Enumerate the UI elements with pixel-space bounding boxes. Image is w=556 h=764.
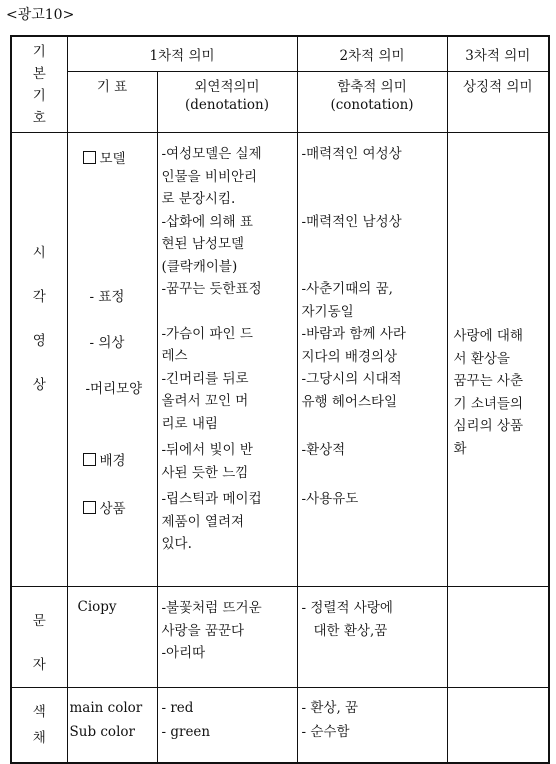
text-label: 문 자: [11, 587, 67, 688]
second-meaning-header: 2차적 의미: [297, 36, 447, 72]
basic-sign-header: 기 본 기 호: [11, 36, 67, 133]
visual-symbolic: 사랑에 대해 서 환상을 꿈꾸는 사춘 기 소녀들의 심리의 상품 화: [447, 133, 549, 587]
visual-denotation: -여성모델은 실제 인물을 비비안리 로 분장시킴. -삽화에 의해 표 현된 남성모델 (클락캐이블) -꿈꾸는 듯한표정 -가슴이 파인 드 레스 -긴머리를 뒤로 올려서 꼬인 머 리로 내림 -뒤에서 빛이 반 사된 듯한 느낌 -립스틱과 메이컵 제품이 열려져 있다.: [157, 133, 297, 587]
first-meaning-header: 1차적 의미: [67, 36, 297, 72]
signifier-costume: - 의상: [89, 335, 125, 351]
text-signifier: Ciopy: [67, 587, 157, 688]
semiotic-analysis-table: [10, 35, 550, 764]
text-connotation: - 정렬적 사랑에 대한 환상,꿈: [297, 587, 447, 688]
signifier-model: 모델: [83, 147, 126, 167]
signifier-background: 배경: [83, 449, 126, 469]
color-symbolic: [447, 688, 549, 763]
symbolic-header: 상징적 의미: [447, 72, 549, 133]
checkbox-square-icon: [83, 151, 96, 164]
connotation-header: 함축적 의미 (conotation): [297, 72, 447, 133]
denotation-header: 외연적의미 (denotation): [157, 72, 297, 133]
text-denotation: -불꽃처럼 뜨거운 사랑을 꿈꾼다 -아리따: [157, 587, 297, 688]
signifier-hair: -머리모양: [85, 381, 143, 397]
third-meaning-header: 3차적 의미: [447, 36, 549, 72]
signifier-header: 기 표: [67, 72, 157, 133]
signifier-product: 상품: [83, 497, 126, 517]
color-connotation: - 환상, 꿈 - 순수함: [297, 688, 447, 763]
visual-label: 시 각 영 상: [11, 133, 67, 587]
visual-connotation: -매력적인 여성상 -매력적인 남성상 -사춘기때의 꿈, 자기동일 -바람과 함께 사라 지다의 배경의상 -그당시의 시대적 유행 헤어스타일 -환상적 -사용유도: [297, 133, 447, 587]
color-signifiers: main color Sub color: [67, 688, 157, 763]
text-symbolic: [447, 587, 549, 688]
signifier-expression: - 표정: [89, 289, 125, 305]
visual-signifiers: [67, 133, 157, 587]
checkbox-square-icon: [83, 501, 96, 514]
color-label: 색 채: [11, 688, 67, 763]
figure-caption: <광고10>: [6, 7, 75, 23]
color-denotation: - red - green: [157, 688, 297, 763]
checkbox-square-icon: [83, 453, 96, 466]
